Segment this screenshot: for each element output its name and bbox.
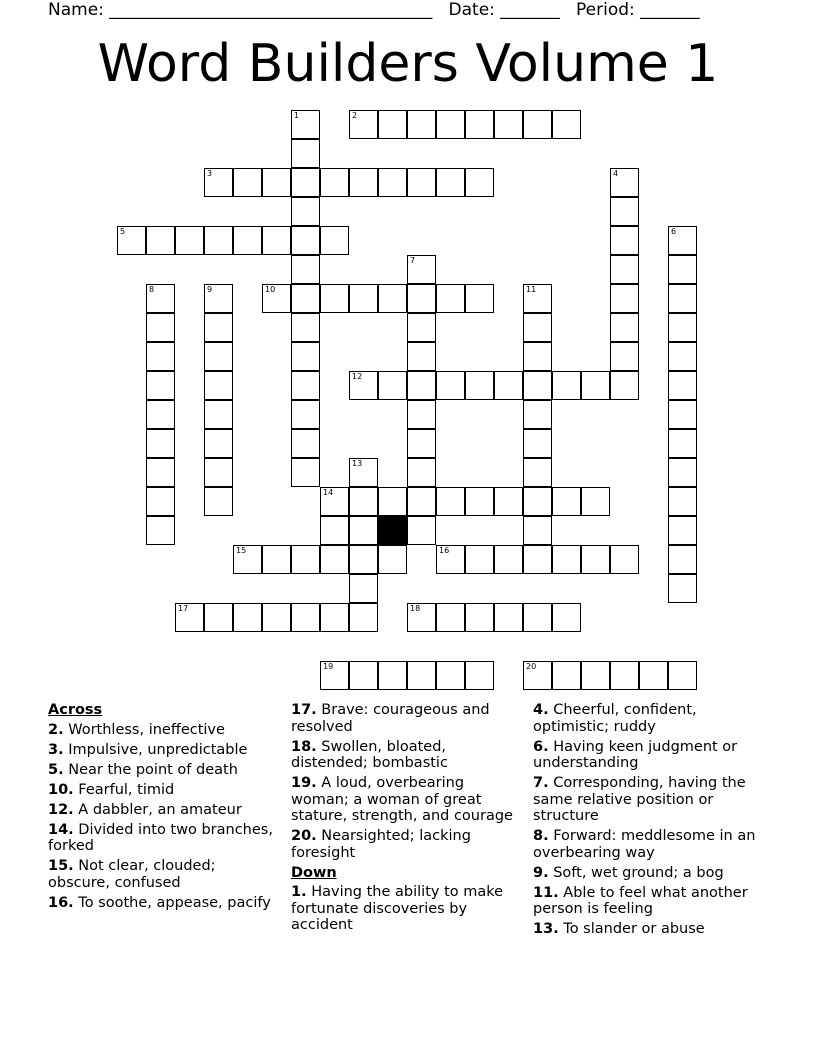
- grid-cell[interactable]: [668, 313, 697, 342]
- clue-item: [48, 895, 273, 912]
- clue-item: [48, 802, 273, 819]
- grid-cell[interactable]: [610, 197, 639, 226]
- grid-cell[interactable]: [262, 226, 291, 255]
- grid-cell[interactable]: [552, 371, 581, 400]
- grid-cell[interactable]: [291, 342, 320, 371]
- clues-column-1: [48, 702, 273, 915]
- clue-text: Near the point of death: [68, 761, 238, 778]
- grid-cell-3[interactable]: [204, 168, 233, 197]
- grid-cell-10[interactable]: [262, 284, 291, 313]
- clue-number-15: 15: [236, 546, 247, 555]
- grid-cell[interactable]: [523, 400, 552, 429]
- grid-cell[interactable]: [378, 661, 407, 690]
- grid-cell[interactable]: [436, 110, 465, 139]
- date-label: Date:: [448, 0, 495, 20]
- clue-item: [533, 921, 765, 938]
- clue-item: [533, 828, 765, 861]
- grid-cell[interactable]: [407, 342, 436, 371]
- grid-cell[interactable]: [465, 661, 494, 690]
- grid-cell-2[interactable]: [349, 110, 378, 139]
- grid-cell[interactable]: [146, 429, 175, 458]
- name-blank[interactable]: ______________________________________: [109, 0, 433, 20]
- grid-cell[interactable]: [668, 400, 697, 429]
- grid-cell[interactable]: [494, 545, 523, 574]
- grid-cell[interactable]: [291, 458, 320, 487]
- clue-number-17: 17: [178, 604, 189, 613]
- grid-cell[interactable]: [552, 603, 581, 632]
- grid-cell[interactable]: [668, 284, 697, 313]
- grid-cell[interactable]: [291, 255, 320, 284]
- grid-cell[interactable]: [552, 110, 581, 139]
- clue-number: 18.: [291, 738, 317, 755]
- grid-cell[interactable]: [204, 226, 233, 255]
- date-blank[interactable]: _______: [500, 0, 560, 20]
- clue-text: Having keen judgment or understanding: [533, 738, 738, 771]
- grid-cell[interactable]: [320, 545, 349, 574]
- grid-cell[interactable]: [349, 284, 378, 313]
- grid-cell[interactable]: [465, 110, 494, 139]
- grid-cell-14[interactable]: [320, 487, 349, 516]
- grid-cell[interactable]: [291, 139, 320, 168]
- grid-cell[interactable]: [291, 371, 320, 400]
- clue-number: 6.: [533, 738, 549, 755]
- clue-item: [291, 884, 519, 934]
- grid-cell[interactable]: [175, 226, 204, 255]
- grid-cell[interactable]: [349, 168, 378, 197]
- grid-cell[interactable]: [233, 603, 262, 632]
- clue-item: [48, 742, 273, 759]
- clue-number-8: 8: [149, 285, 155, 294]
- grid-cell[interactable]: [436, 603, 465, 632]
- grid-cell[interactable]: [146, 313, 175, 342]
- grid-cell[interactable]: [610, 371, 639, 400]
- grid-cell[interactable]: [204, 429, 233, 458]
- clue-number-19: 19: [323, 662, 334, 671]
- grid-cell[interactable]: [320, 516, 349, 545]
- grid-cell[interactable]: [523, 371, 552, 400]
- clue-number: 14.: [48, 821, 74, 838]
- grid-cell[interactable]: [378, 110, 407, 139]
- grid-cell[interactable]: [610, 661, 639, 690]
- clue-number-6: 6: [671, 227, 677, 236]
- grid-cell[interactable]: [262, 545, 291, 574]
- clue-number: 2.: [48, 721, 64, 738]
- clue-number: 15.: [48, 858, 74, 874]
- grid-cell[interactable]: [668, 429, 697, 458]
- clue-number: 12.: [48, 801, 74, 818]
- grid-cell-9[interactable]: [204, 284, 233, 313]
- grid-cell-15[interactable]: [233, 545, 262, 574]
- grid-cell[interactable]: [668, 255, 697, 284]
- grid-cell[interactable]: [349, 574, 378, 603]
- grid-cell[interactable]: [233, 168, 262, 197]
- grid-cell[interactable]: [494, 110, 523, 139]
- grid-cell[interactable]: [407, 400, 436, 429]
- period-label: Period:: [576, 0, 635, 20]
- page-title: Word Builders Volume 1: [97, 34, 719, 94]
- clue-number-18: 18: [410, 604, 421, 613]
- clue-text: Worthless, ineffective: [68, 721, 225, 738]
- clue-text: Forward: meddlesome in an overbearing way: [533, 828, 756, 861]
- grid-cell-1[interactable]: [291, 110, 320, 139]
- clue-item: [48, 722, 273, 739]
- clue-number-10: 10: [265, 285, 276, 294]
- grid-cell[interactable]: [581, 661, 610, 690]
- clue-number: 4.: [533, 702, 549, 718]
- grid-cell-18[interactable]: [407, 603, 436, 632]
- grid-cell[interactable]: [407, 458, 436, 487]
- clue-item: [533, 739, 765, 772]
- clue-text: To soothe, appease, pacify: [78, 894, 271, 911]
- grid-cell[interactable]: [349, 661, 378, 690]
- clue-number-13: 13: [352, 459, 363, 468]
- period-blank[interactable]: _______: [640, 0, 700, 20]
- grid-cell[interactable]: [552, 487, 581, 516]
- grid-cell[interactable]: [523, 313, 552, 342]
- grid-cell[interactable]: [407, 661, 436, 690]
- grid-cell[interactable]: [204, 371, 233, 400]
- grid-cell-19[interactable]: [320, 661, 349, 690]
- grid-cell[interactable]: [552, 545, 581, 574]
- clue-item: [533, 702, 765, 735]
- clue-number-3: 3: [207, 169, 213, 178]
- grid-cell[interactable]: [349, 516, 378, 545]
- grid-cell[interactable]: [465, 487, 494, 516]
- grid-cell[interactable]: [320, 603, 349, 632]
- grid-cell[interactable]: [291, 197, 320, 226]
- grid-cell[interactable]: [291, 313, 320, 342]
- grid-cell[interactable]: [523, 487, 552, 516]
- clue-text: Corresponding, having the same relative position or structure: [533, 775, 746, 824]
- grid-cell[interactable]: [436, 168, 465, 197]
- grid-cell[interactable]: [407, 487, 436, 516]
- name-label: Name:: [48, 0, 104, 20]
- grid-cell[interactable]: [436, 661, 465, 690]
- grid-cell[interactable]: [407, 168, 436, 197]
- grid-cell[interactable]: [523, 110, 552, 139]
- clue-item: [291, 828, 519, 861]
- clue-text: Divided into two branches, forked: [48, 821, 273, 854]
- grid-cell[interactable]: [349, 487, 378, 516]
- grid-cell[interactable]: [639, 661, 668, 690]
- clue-item: [48, 762, 273, 779]
- clue-number-11: 11: [526, 285, 537, 294]
- clue-number-5: 5: [120, 227, 126, 236]
- grid-cell[interactable]: [378, 487, 407, 516]
- clue-number: 20.: [291, 828, 317, 844]
- clue-number: 11.: [533, 884, 559, 901]
- grid-cell[interactable]: [523, 603, 552, 632]
- grid-cell[interactable]: [146, 342, 175, 371]
- grid-cell[interactable]: [668, 342, 697, 371]
- grid-cell[interactable]: [494, 371, 523, 400]
- clue-text: Brave: courageous and resolved: [291, 702, 490, 735]
- grid-cell-20[interactable]: [523, 661, 552, 690]
- clue-text: To slander or abuse: [563, 921, 705, 937]
- clue-number: 10.: [48, 781, 74, 798]
- clue-text: A loud, overbearing woman; a woman of great stature, strength, and courage: [291, 775, 513, 824]
- grid-cell[interactable]: [610, 284, 639, 313]
- grid-cell[interactable]: [465, 545, 494, 574]
- grid-cell[interactable]: [204, 342, 233, 371]
- grid-cell[interactable]: [407, 429, 436, 458]
- grid-cell[interactable]: [378, 284, 407, 313]
- clue-text: Fearful, timid: [78, 781, 175, 798]
- grid-cell[interactable]: [581, 371, 610, 400]
- grid-cell[interactable]: [291, 400, 320, 429]
- grid-cell[interactable]: [523, 458, 552, 487]
- clue-number-20: 20: [526, 662, 537, 671]
- grid-cell[interactable]: [349, 603, 378, 632]
- clue-text: Soft, wet ground; a bog: [553, 864, 724, 881]
- grid-cell-16[interactable]: [436, 545, 465, 574]
- clue-text: A dabbler, an amateur: [78, 801, 242, 818]
- clue-item: [48, 782, 273, 799]
- clue-number: 9.: [533, 864, 549, 881]
- grid-cell[interactable]: [407, 516, 436, 545]
- grid-cell-4[interactable]: [610, 168, 639, 197]
- grid-cell[interactable]: [378, 168, 407, 197]
- grid-cell[interactable]: [204, 458, 233, 487]
- grid-cell-11[interactable]: [523, 284, 552, 313]
- clue-number: 19.: [291, 775, 317, 791]
- clue-number: 13.: [533, 921, 559, 937]
- clue-text: Cheerful, confident, optimistic; ruddy: [533, 702, 697, 735]
- grid-cell-7[interactable]: [407, 255, 436, 284]
- clue-number: 17.: [291, 702, 317, 718]
- clue-text: Impulsive, unpredictable: [68, 741, 248, 758]
- grid-cell[interactable]: [291, 429, 320, 458]
- grid-cell[interactable]: [668, 458, 697, 487]
- grid-cell[interactable]: [320, 168, 349, 197]
- grid-cell[interactable]: [465, 603, 494, 632]
- clue-text: Not clear, clouded; obscure, confused: [48, 858, 216, 891]
- grid-cell[interactable]: [407, 284, 436, 313]
- clue-number: 16.: [48, 894, 74, 911]
- clue-number: 3.: [48, 741, 64, 758]
- clue-text: Having the ability to make fortunate discoveries by accident: [291, 884, 504, 933]
- clue-item: [48, 858, 273, 891]
- clue-item: [533, 885, 765, 918]
- grid-cell[interactable]: [291, 284, 320, 313]
- grid-cell[interactable]: [204, 400, 233, 429]
- grid-cell[interactable]: [291, 603, 320, 632]
- grid-cell[interactable]: [146, 400, 175, 429]
- across-heading: Across: [48, 702, 103, 718]
- grid-cell[interactable]: [523, 516, 552, 545]
- clue-number-16: 16: [439, 546, 450, 555]
- grid-cell[interactable]: [407, 110, 436, 139]
- clue-number-14: 14: [323, 488, 334, 497]
- clue-item: [291, 702, 519, 735]
- clue-item: [533, 865, 765, 882]
- grid-cell[interactable]: [204, 603, 233, 632]
- clue-number-4: 4: [613, 169, 619, 178]
- grid-cell[interactable]: [407, 313, 436, 342]
- grid-cell[interactable]: [146, 226, 175, 255]
- grid-cell[interactable]: [320, 226, 349, 255]
- clue-text: Swollen, bloated, distended; bombastic: [291, 738, 448, 771]
- grid-cell[interactable]: [465, 284, 494, 313]
- grid-cell[interactable]: [146, 487, 175, 516]
- grid-cell[interactable]: [494, 603, 523, 632]
- grid-cell[interactable]: [204, 487, 233, 516]
- grid-cell[interactable]: [552, 661, 581, 690]
- grid-cell[interactable]: [291, 545, 320, 574]
- clue-number-12: 12: [352, 372, 363, 381]
- grid-cell-13[interactable]: [349, 458, 378, 487]
- clue-number: 5.: [48, 761, 64, 778]
- clue-item: [291, 739, 519, 772]
- grid-cell[interactable]: [523, 342, 552, 371]
- grid-cell[interactable]: [668, 574, 697, 603]
- clues-column-2: [291, 702, 519, 937]
- grid-cell[interactable]: [610, 226, 639, 255]
- grid-cell[interactable]: [291, 226, 320, 255]
- grid-cell[interactable]: [320, 284, 349, 313]
- grid-cell[interactable]: [465, 168, 494, 197]
- clue-text: Able to feel what another person is feeling: [533, 884, 748, 917]
- clue-number: 7.: [533, 775, 549, 791]
- grid-cell[interactable]: [407, 371, 436, 400]
- grid-cell[interactable]: [262, 603, 291, 632]
- grid-cell-8[interactable]: [146, 284, 175, 313]
- grid-cell[interactable]: [494, 487, 523, 516]
- grid-cell[interactable]: [610, 255, 639, 284]
- grid-cell[interactable]: [262, 168, 291, 197]
- grid-cell[interactable]: [378, 545, 407, 574]
- grid-cell[interactable]: [610, 545, 639, 574]
- clues-column-3: [533, 702, 765, 941]
- grid-cell[interactable]: [523, 545, 552, 574]
- grid-cell-12[interactable]: [349, 371, 378, 400]
- grid-cell[interactable]: [146, 458, 175, 487]
- grid-cell[interactable]: [581, 545, 610, 574]
- grid-cell[interactable]: [668, 661, 697, 690]
- grid-cell-17[interactable]: [175, 603, 204, 632]
- grid-cell[interactable]: [610, 313, 639, 342]
- grid-cell[interactable]: [668, 487, 697, 516]
- down-heading: Down: [291, 864, 337, 881]
- clue-number: 8.: [533, 828, 549, 844]
- grid-cell[interactable]: [668, 516, 697, 545]
- grid-cell[interactable]: [436, 284, 465, 313]
- grid-cell[interactable]: [233, 226, 262, 255]
- grid-cell[interactable]: [146, 516, 175, 545]
- clue-number-2: 2: [352, 111, 358, 120]
- grid-cell[interactable]: [465, 371, 494, 400]
- grid-cell[interactable]: [436, 487, 465, 516]
- clue-number-7: 7: [410, 256, 416, 265]
- grid-cell[interactable]: [610, 342, 639, 371]
- clue-number: 1.: [291, 884, 307, 900]
- grid-cell[interactable]: [668, 545, 697, 574]
- clue-item: [291, 775, 519, 825]
- grid-cell-6[interactable]: [668, 226, 697, 255]
- grid-cell[interactable]: [436, 371, 465, 400]
- clue-item: [533, 775, 765, 825]
- grid-cell[interactable]: [349, 545, 378, 574]
- grid-cell[interactable]: [146, 371, 175, 400]
- grid-cell-5[interactable]: [117, 226, 146, 255]
- grid-cell[interactable]: [581, 487, 610, 516]
- clue-number-1: 1: [294, 111, 300, 120]
- grid-cell[interactable]: [378, 371, 407, 400]
- grid-cell[interactable]: [668, 371, 697, 400]
- grid-cell[interactable]: [204, 313, 233, 342]
- clue-text: Nearsighted; lacking foresight: [291, 828, 471, 861]
- clue-item: [48, 822, 273, 855]
- black-square: [378, 516, 407, 545]
- grid-cell[interactable]: [523, 429, 552, 458]
- clue-number-9: 9: [207, 285, 213, 294]
- grid-cell[interactable]: [291, 168, 320, 197]
